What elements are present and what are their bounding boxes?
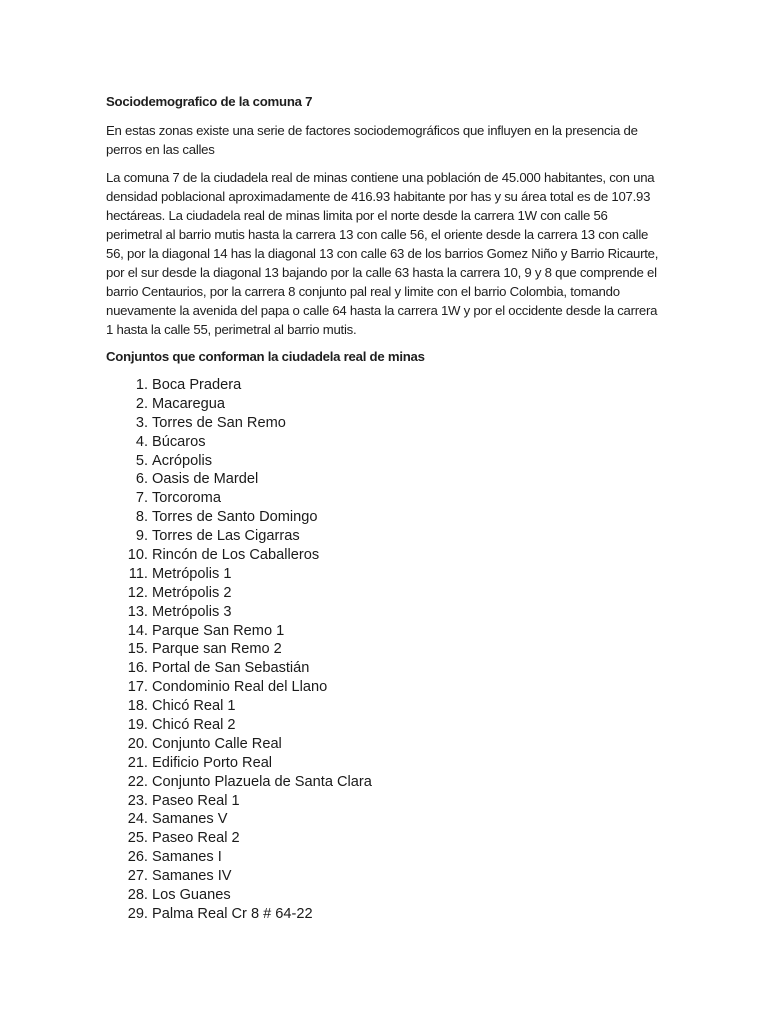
list-item-label: Samanes I	[152, 849, 222, 866]
list-item-number: 1.	[135, 377, 148, 393]
list-item-number: 3.	[135, 414, 148, 431]
list-item-label: Los Guanes	[152, 887, 231, 904]
list-item-number: 22.	[127, 773, 148, 790]
list-item-label: Chicó Real 2	[152, 717, 236, 734]
list-item-label: Torres de Las Cigarras	[152, 528, 300, 545]
list-item-number: 29.	[127, 905, 148, 922]
list-item-label: Macaregua	[152, 395, 226, 412]
list-item-number: 12.	[127, 584, 148, 601]
list-item-label: Rincón de Los Caballeros	[152, 547, 320, 564]
list-item-number: 4.	[135, 433, 148, 450]
list-item-number: 16.	[127, 660, 148, 677]
list-item-label: Acrópolis	[152, 452, 213, 469]
list-item-number: 14.	[127, 622, 148, 639]
list-item-label: Parque San Remo 1	[152, 622, 285, 639]
list-item-label: Metrópolis 3	[152, 603, 232, 620]
list-item-label: Condominio Real del Llano	[152, 679, 328, 696]
list-item-label: Parque san Remo 2	[152, 641, 282, 658]
list-item-label: Palma Real Cr 8 # 64-22	[152, 905, 313, 922]
list-item-label: Samanes V	[152, 811, 228, 828]
list-item-number: 28.	[127, 887, 148, 904]
list-item-number: 6.	[135, 471, 148, 488]
list-item-number: 7.	[135, 490, 148, 507]
list-item-number: 25.	[127, 830, 148, 847]
list-item-label: Oasis de Mardel	[152, 471, 259, 488]
list-item-label: Torres de San Remo	[152, 414, 286, 431]
list-item-number: 23.	[127, 792, 148, 809]
list-item-label: Conjunto Calle Real	[152, 735, 282, 752]
list-item-label: Samanes IV	[152, 868, 232, 885]
list-item-number: 15.	[127, 641, 148, 658]
list-item-label: Torcoroma	[152, 490, 221, 507]
intro-paragraph: En estas zonas existe una serie de factores sociodemográficos que influyen en la presencia de perros en las calles	[106, 123, 638, 157]
list-item-label: Torres de Santo Domingo	[152, 509, 318, 526]
list-item-number: 24.	[127, 811, 148, 828]
list-item-number: 17.	[127, 679, 148, 696]
list-item-label: Búcaros	[152, 433, 206, 450]
list-item-number: 21.	[127, 754, 148, 771]
list-item-number: 11.	[128, 565, 148, 582]
list-item-label: Edificio Porto Real	[152, 754, 273, 771]
document-title: Sociodemografico de la comuna 7	[106, 94, 313, 109]
description-paragraph: La comuna 7 de la ciudadela real de minas contiene una población de 45.000 habitantes, con una densidad poblacional aproximadamente de 416.93 habitante por has y su área total es de 107.93 hectáreas. La ciudadela real de minas limita por el norte desde la carrera 1W con calle 56 perimetral al barrio mutis hasta la carrera 13 con calle 56, el oriente desde la carrera 13 con calle 56, por la diagonal 14 has la diagonal 13 con calle 63 de los barrios Gomez Niño y Barrio Ricaurte, por el sur desde la diagonal 13 bajando por la calle 63 hasta la carrera 10, 9 y 8 que comprende el barrio Centaurios, por la carrera 8 conjunto pal real y limite con el barrio Colombia, tomando nuevamente la avenida del papa o calle 64 hasta la carrera 1W y por el occidente desde la carrera 1 hasta la calle 55, perimetral al barrio mutis.	[106, 170, 659, 337]
list-item-number: 19.	[127, 717, 148, 734]
list-item-label: Portal de San Sebastián	[152, 660, 310, 677]
list-item-number: 13.	[127, 603, 148, 620]
list-item-number: 2.	[135, 395, 148, 412]
list-item-number: 5.	[135, 452, 148, 469]
list-item-number: 27.	[127, 868, 148, 885]
list-item-number: 9.	[135, 528, 148, 545]
list-item-number: 20.	[127, 735, 148, 752]
list-item-label: Metrópolis 1	[152, 565, 232, 582]
list-item-label: Paseo Real 1	[152, 792, 240, 809]
list-item-number: 8.	[135, 509, 148, 526]
list-item-label: Conjunto Plazuela de Santa Clara	[152, 773, 372, 790]
list-heading: Conjuntos que conforman la ciudadela real de minas	[106, 349, 425, 364]
list-item-number: 10.	[127, 547, 148, 564]
list-item-number: 26.	[127, 849, 148, 866]
list-item-label: Boca Pradera	[152, 377, 242, 393]
list-item-label: Chicó Real 1	[152, 698, 236, 715]
list-item-label: Metrópolis 2	[152, 584, 232, 601]
list-item-label: Paseo Real 2	[152, 830, 240, 847]
list-item-number: 18.	[127, 698, 148, 715]
